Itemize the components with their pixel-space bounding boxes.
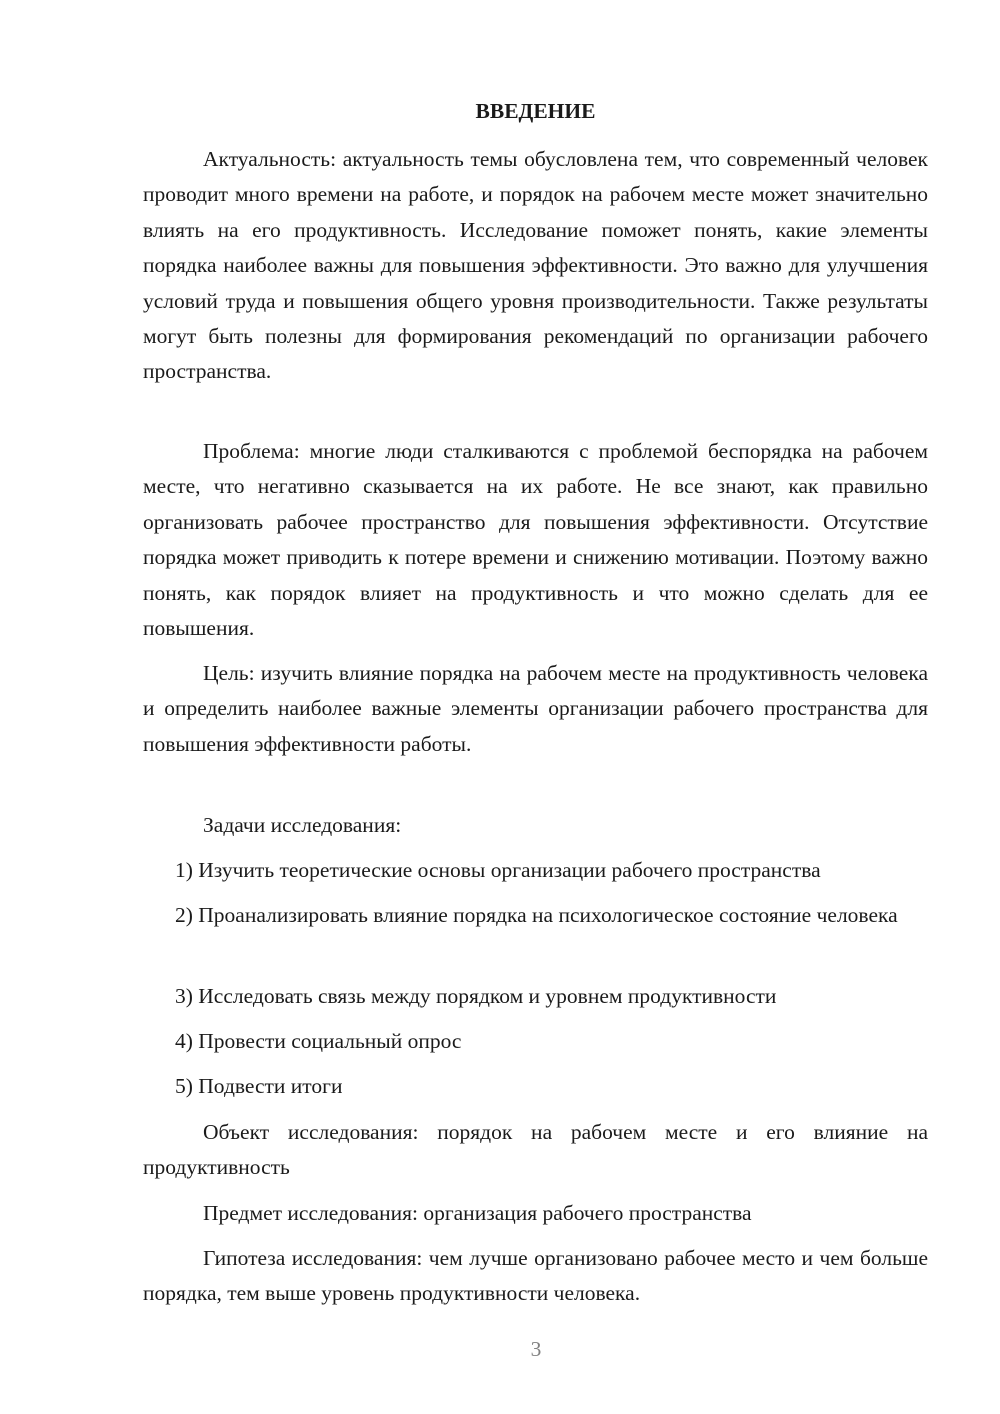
object-paragraph: Объект исследования: порядок на рабочем месте и его влияние на продуктивность bbox=[143, 1120, 928, 1180]
page-title: ВВЕДЕНИЕ bbox=[475, 99, 596, 123]
relevance-paragraph: Актуальность: актуальность темы обусловлена тем, что современный человек проводит много времени на работе, и порядок на рабочем месте может значительно влиять на его продуктивность. Исследование поможет понять, какие элементы порядка наиболее важны для повышения эффективности. Это важно для улучшения условий труда и повышения общего уровня производительности. Также результаты могут быть полезны для формирования рекомендаций по организации рабочего пространства. bbox=[143, 147, 928, 384]
hypothesis-paragraph: Гипотеза исследования: чем лучше организовано рабочее место и чем больше порядка, тем выше уровень продуктивности человека. bbox=[143, 1246, 928, 1306]
task-item-1: 1) Изучить теоретические основы организации рабочего пространства bbox=[175, 858, 821, 882]
task-item-4: 4) Провести социальный опрос bbox=[175, 1029, 462, 1053]
tasks-heading: Задачи исследования: bbox=[203, 813, 402, 837]
problem-paragraph: Проблема: многие люди сталкиваются с проблемой беспорядка на рабочем месте, что негативно сказывается на их работе. Не все знают, как правильно организовать рабочее пространство для повышения эффективности. Отсутствие порядка может приводить к потере времени и снижению мотивации. Поэтому важно понять, как порядок влияет на продуктивность и что можно сделать для ее повышения. bbox=[143, 439, 928, 641]
page-number: 3 bbox=[530, 1337, 542, 1361]
subject-paragraph: Предмет исследования: организация рабочего пространства bbox=[203, 1201, 752, 1225]
task-item-5: 5) Подвести итоги bbox=[175, 1074, 343, 1098]
task-item-3: 3) Исследовать связь между порядком и уровнем продуктивности bbox=[175, 984, 777, 1008]
goal-paragraph: Цель: изучить влияние порядка на рабочем месте на продуктивность человека и определить наиболее важные элементы организации рабочего пространства для повышения эффективности работы. bbox=[143, 661, 928, 756]
task-item-2: 2) Проанализировать влияние порядка на психологическое состояние человека bbox=[175, 903, 898, 927]
